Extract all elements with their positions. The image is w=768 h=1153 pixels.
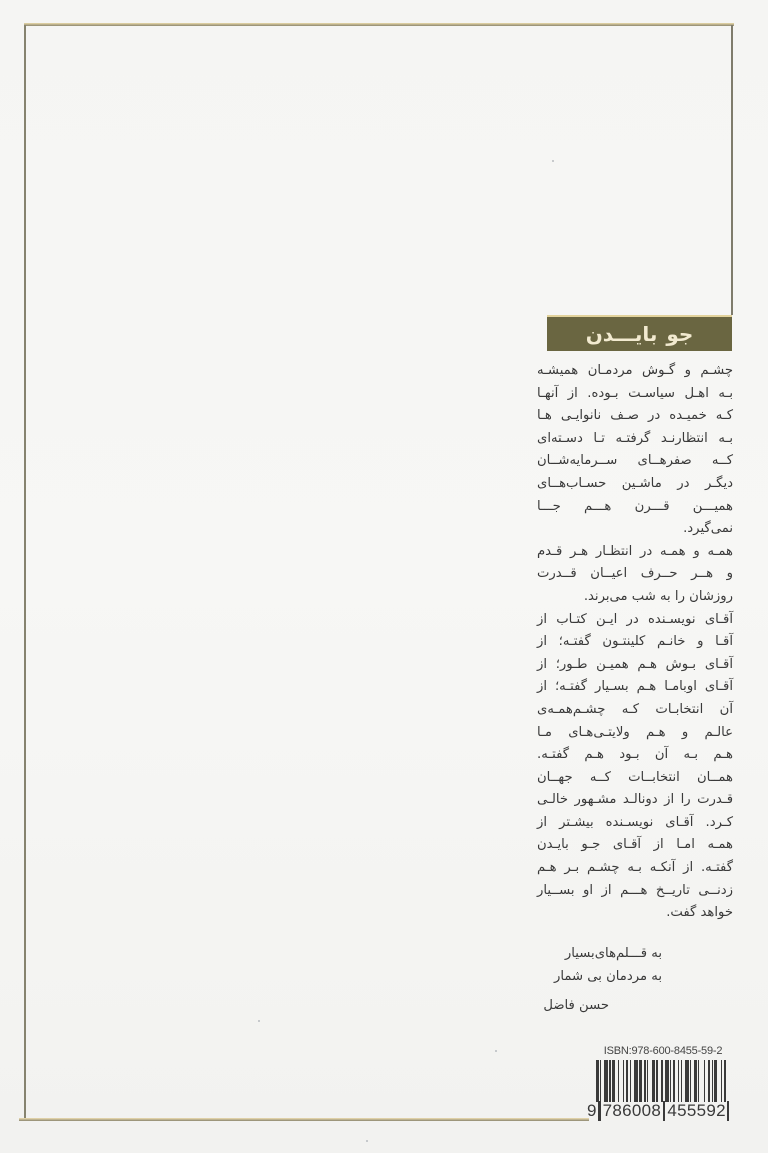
barcode-digit-group-1: 786008	[602, 1101, 662, 1120]
blurb-line: قـدرت را از دونالـد مشـهور خالـی	[537, 792, 733, 808]
blurb-line: روزشان را به شب می‌برند.	[583, 588, 733, 604]
frame-right-border	[731, 25, 733, 315]
poem-line: به مردمان بی شمار	[553, 968, 662, 984]
paper-speck	[366, 1140, 368, 1142]
blurb-line: همیـــن قـــرن هـــم جـــا	[537, 498, 733, 514]
blurb-line: عالـم و هـم ولایتـی‌هـای مـا	[537, 724, 733, 740]
paper-speck	[495, 1050, 497, 1052]
blurb-line: همـه امـا از آقـای جـو بایـدن	[537, 837, 733, 853]
isbn-label: ISBN:978-600-8455-59-2	[603, 1045, 723, 1057]
blurb-line: آن انتخابـات کـه چشـم‌همـه‌ی	[537, 701, 733, 717]
book-title-banner	[547, 315, 732, 351]
barcode-space	[726, 1060, 727, 1102]
blurb-line: همـه و همـه در انتظـار هـر قـدم	[537, 543, 733, 559]
barcode-first-digit: 9	[587, 1101, 597, 1120]
frame-left-border	[24, 25, 26, 1121]
blurb-line: هـم بـه آن بـود هـم گفتـه.	[537, 747, 733, 763]
blurb-text	[537, 360, 733, 925]
blurb-line: بـه انتظارنـد گرفتـه تـا دسـته‌ای	[537, 430, 733, 446]
blurb-line: آقـا و خانـم کلینتـون گفتـه؛ از	[537, 634, 733, 650]
barcode-digit-group-2: 455592	[667, 1101, 726, 1120]
paper-speck	[258, 1020, 260, 1022]
blurb-line: آقـای بـوش هـم همیـن طـور؛ از	[537, 656, 733, 672]
blurb-line: خواهد گفت.	[666, 905, 733, 921]
blurb-line: آقـای نویسـنده در ایـن کتـاب از	[537, 611, 733, 627]
barcode-guard-bar	[727, 1101, 729, 1121]
blurb-line: گفتـه. از آنکـه بـه چشـم بـر هـم	[537, 860, 733, 876]
barcode-guard-bar	[663, 1101, 665, 1121]
book-title: جو بایـــدن	[585, 322, 694, 346]
blurb-line: کـه خمیـده در صـف نانوایـی هـا	[537, 408, 733, 424]
barcode-digits	[587, 1101, 729, 1121]
barcode	[596, 1060, 728, 1102]
blurb-line: آقـای اوبامـا هـم بسـیار گفتـه؛ از	[537, 679, 733, 695]
blurb-line: دیگـر در ماشـین حسـاب‌هــای	[537, 475, 733, 491]
blurb-line: و هــر حــرف اعیــان قــدرت	[537, 566, 733, 582]
blurb-line: نمی‌گیرد.	[683, 521, 733, 537]
frame-top-border	[24, 23, 734, 26]
author-signature: حسن فاضل	[543, 998, 609, 1013]
poem-line: به قـــلم‌های‌بسیار	[564, 946, 662, 961]
dedication-poem	[537, 943, 733, 988]
blurb-line: کــه صفرهــای ســرمایه‌شــان	[537, 453, 733, 469]
barcode-guard-bar	[598, 1101, 600, 1121]
blurb-line: بـه اهـل سیاسـت بـوده. از آنهـا	[537, 385, 733, 401]
blurb-line: همــان انتخابــات کــه جهــان	[537, 769, 733, 785]
blurb-line: چشـم و گـوش مردمـان همیشـه	[537, 363, 733, 378]
blurb-line: کـرد. آقـای نویسـنده بیشـتر از	[537, 814, 733, 830]
blurb-line: زدنــی تاریــخ هـــم از او بســیار	[537, 882, 733, 898]
frame-bottom-border	[19, 1118, 589, 1121]
paper-speck	[552, 160, 554, 162]
